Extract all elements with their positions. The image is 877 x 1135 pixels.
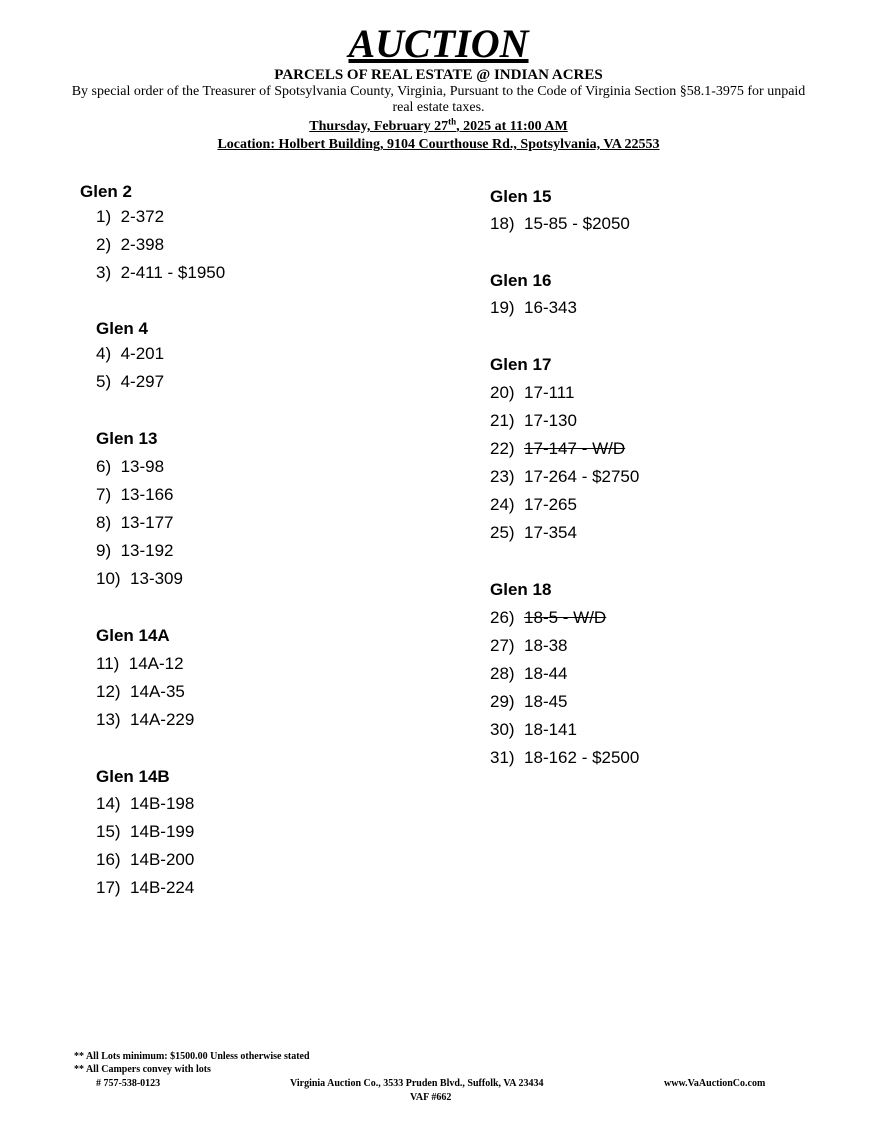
group-heading-glen-15: Glen 15 xyxy=(490,187,552,206)
parcel-item: 28) 18-44 xyxy=(490,664,568,683)
footer-website: www.VaAuctionCo.com xyxy=(664,1078,766,1089)
parcel-item: 4) 4-201 xyxy=(96,344,165,363)
parcel-item: 7) 13-166 xyxy=(96,485,174,504)
parcel-item: 9) 13-192 xyxy=(96,541,174,560)
parcel-item: 31) 18-162 - $2500 xyxy=(490,748,640,767)
parcel-item: 30) 18-141 xyxy=(490,720,577,739)
group-heading-glen-14a: Glen 14A xyxy=(96,626,170,645)
parcel-item: 20) 17-111 xyxy=(490,383,575,402)
group-heading-glen-16: Glen 16 xyxy=(490,271,552,290)
parcel-item: 11) 14A-12 xyxy=(96,654,184,673)
footer-license: VAF #662 xyxy=(410,1092,452,1103)
footnote-minimum: ** All Lots minimum: $1500.00 Unless otherwise stated xyxy=(74,1051,310,1062)
footer-address: Virginia Auction Co., 3533 Pruden Blvd., Suffolk, VA 23434 xyxy=(290,1078,544,1089)
group-heading-glen-4: Glen 4 xyxy=(96,319,148,338)
parcel-item: 27) 18-38 xyxy=(490,636,568,655)
special-order-text: By special order of the Treasurer of Spotsylvania County, Virginia, Pursuant to the Code of Virginia Section §58.1-3975 for unpaid real estate taxes. xyxy=(71,84,806,115)
parcel-item: 1) 2-372 xyxy=(96,207,165,226)
parcel-item: 5) 4-297 xyxy=(96,372,165,391)
parcel-item: 21) 17-130 xyxy=(490,411,577,430)
group-heading-glen-2: Glen 2 xyxy=(80,182,132,201)
parcel-item: 23) 17-264 - $2750 xyxy=(490,467,640,486)
parcel-item: 2) 2-398 xyxy=(96,235,165,254)
auction-title: AUCTION xyxy=(348,21,529,66)
parcel-item: 29) 18-45 xyxy=(490,692,568,711)
parcel-item: 18) 15-85 - $2050 xyxy=(490,214,630,233)
parcel-item: 19) 16-343 xyxy=(490,298,577,317)
date-prefix: Thursday, February 27 xyxy=(309,119,449,134)
parcel-item: 12) 14A-35 xyxy=(96,682,185,701)
group-heading-glen-18: Glen 18 xyxy=(490,580,552,599)
footnote-campers: ** All Campers convey with lots xyxy=(74,1064,211,1075)
group-heading-glen-14b: Glen 14B xyxy=(96,767,170,786)
parcel-item: 8) 13-177 xyxy=(96,513,174,532)
parcel-item: 13) 14A-229 xyxy=(96,710,195,729)
auction-datetime xyxy=(0,118,877,135)
parcel-item-withdrawn: 22) 17-147 - W/D xyxy=(490,439,626,458)
parcel-item: 10) 13-309 xyxy=(96,569,183,588)
group-heading-glen-17: Glen 17 xyxy=(490,355,552,374)
parcel-item: 3) 2-411 - $1950 xyxy=(96,263,226,282)
parcel-item: 17) 14B-224 xyxy=(96,878,195,897)
auction-location: Location: Holbert Building, 9104 Courthouse Rd., Spotsylvania, VA 22553 xyxy=(217,137,660,152)
group-heading-glen-13: Glen 13 xyxy=(96,429,158,448)
parcel-item: 16) 14B-200 xyxy=(96,850,195,869)
auction-subtitle: PARCELS OF REAL ESTATE @ INDIAN ACRES xyxy=(274,67,603,83)
date-rest: , 2025 at 11:00 AM xyxy=(456,119,568,134)
parcel-item: 24) 17-265 xyxy=(490,495,577,514)
parcel-item: 15) 14B-199 xyxy=(96,822,195,841)
footer-phone: # 757-538-0123 xyxy=(96,1078,161,1089)
parcel-item: 6) 13-98 xyxy=(96,457,165,476)
date-ordinal-suffix: th xyxy=(448,116,457,127)
parcel-item: 14) 14B-198 xyxy=(96,794,195,813)
parcel-item-withdrawn: 26) 18-5 - W/D xyxy=(490,608,607,627)
parcel-item: 25) 17-354 xyxy=(490,523,577,542)
